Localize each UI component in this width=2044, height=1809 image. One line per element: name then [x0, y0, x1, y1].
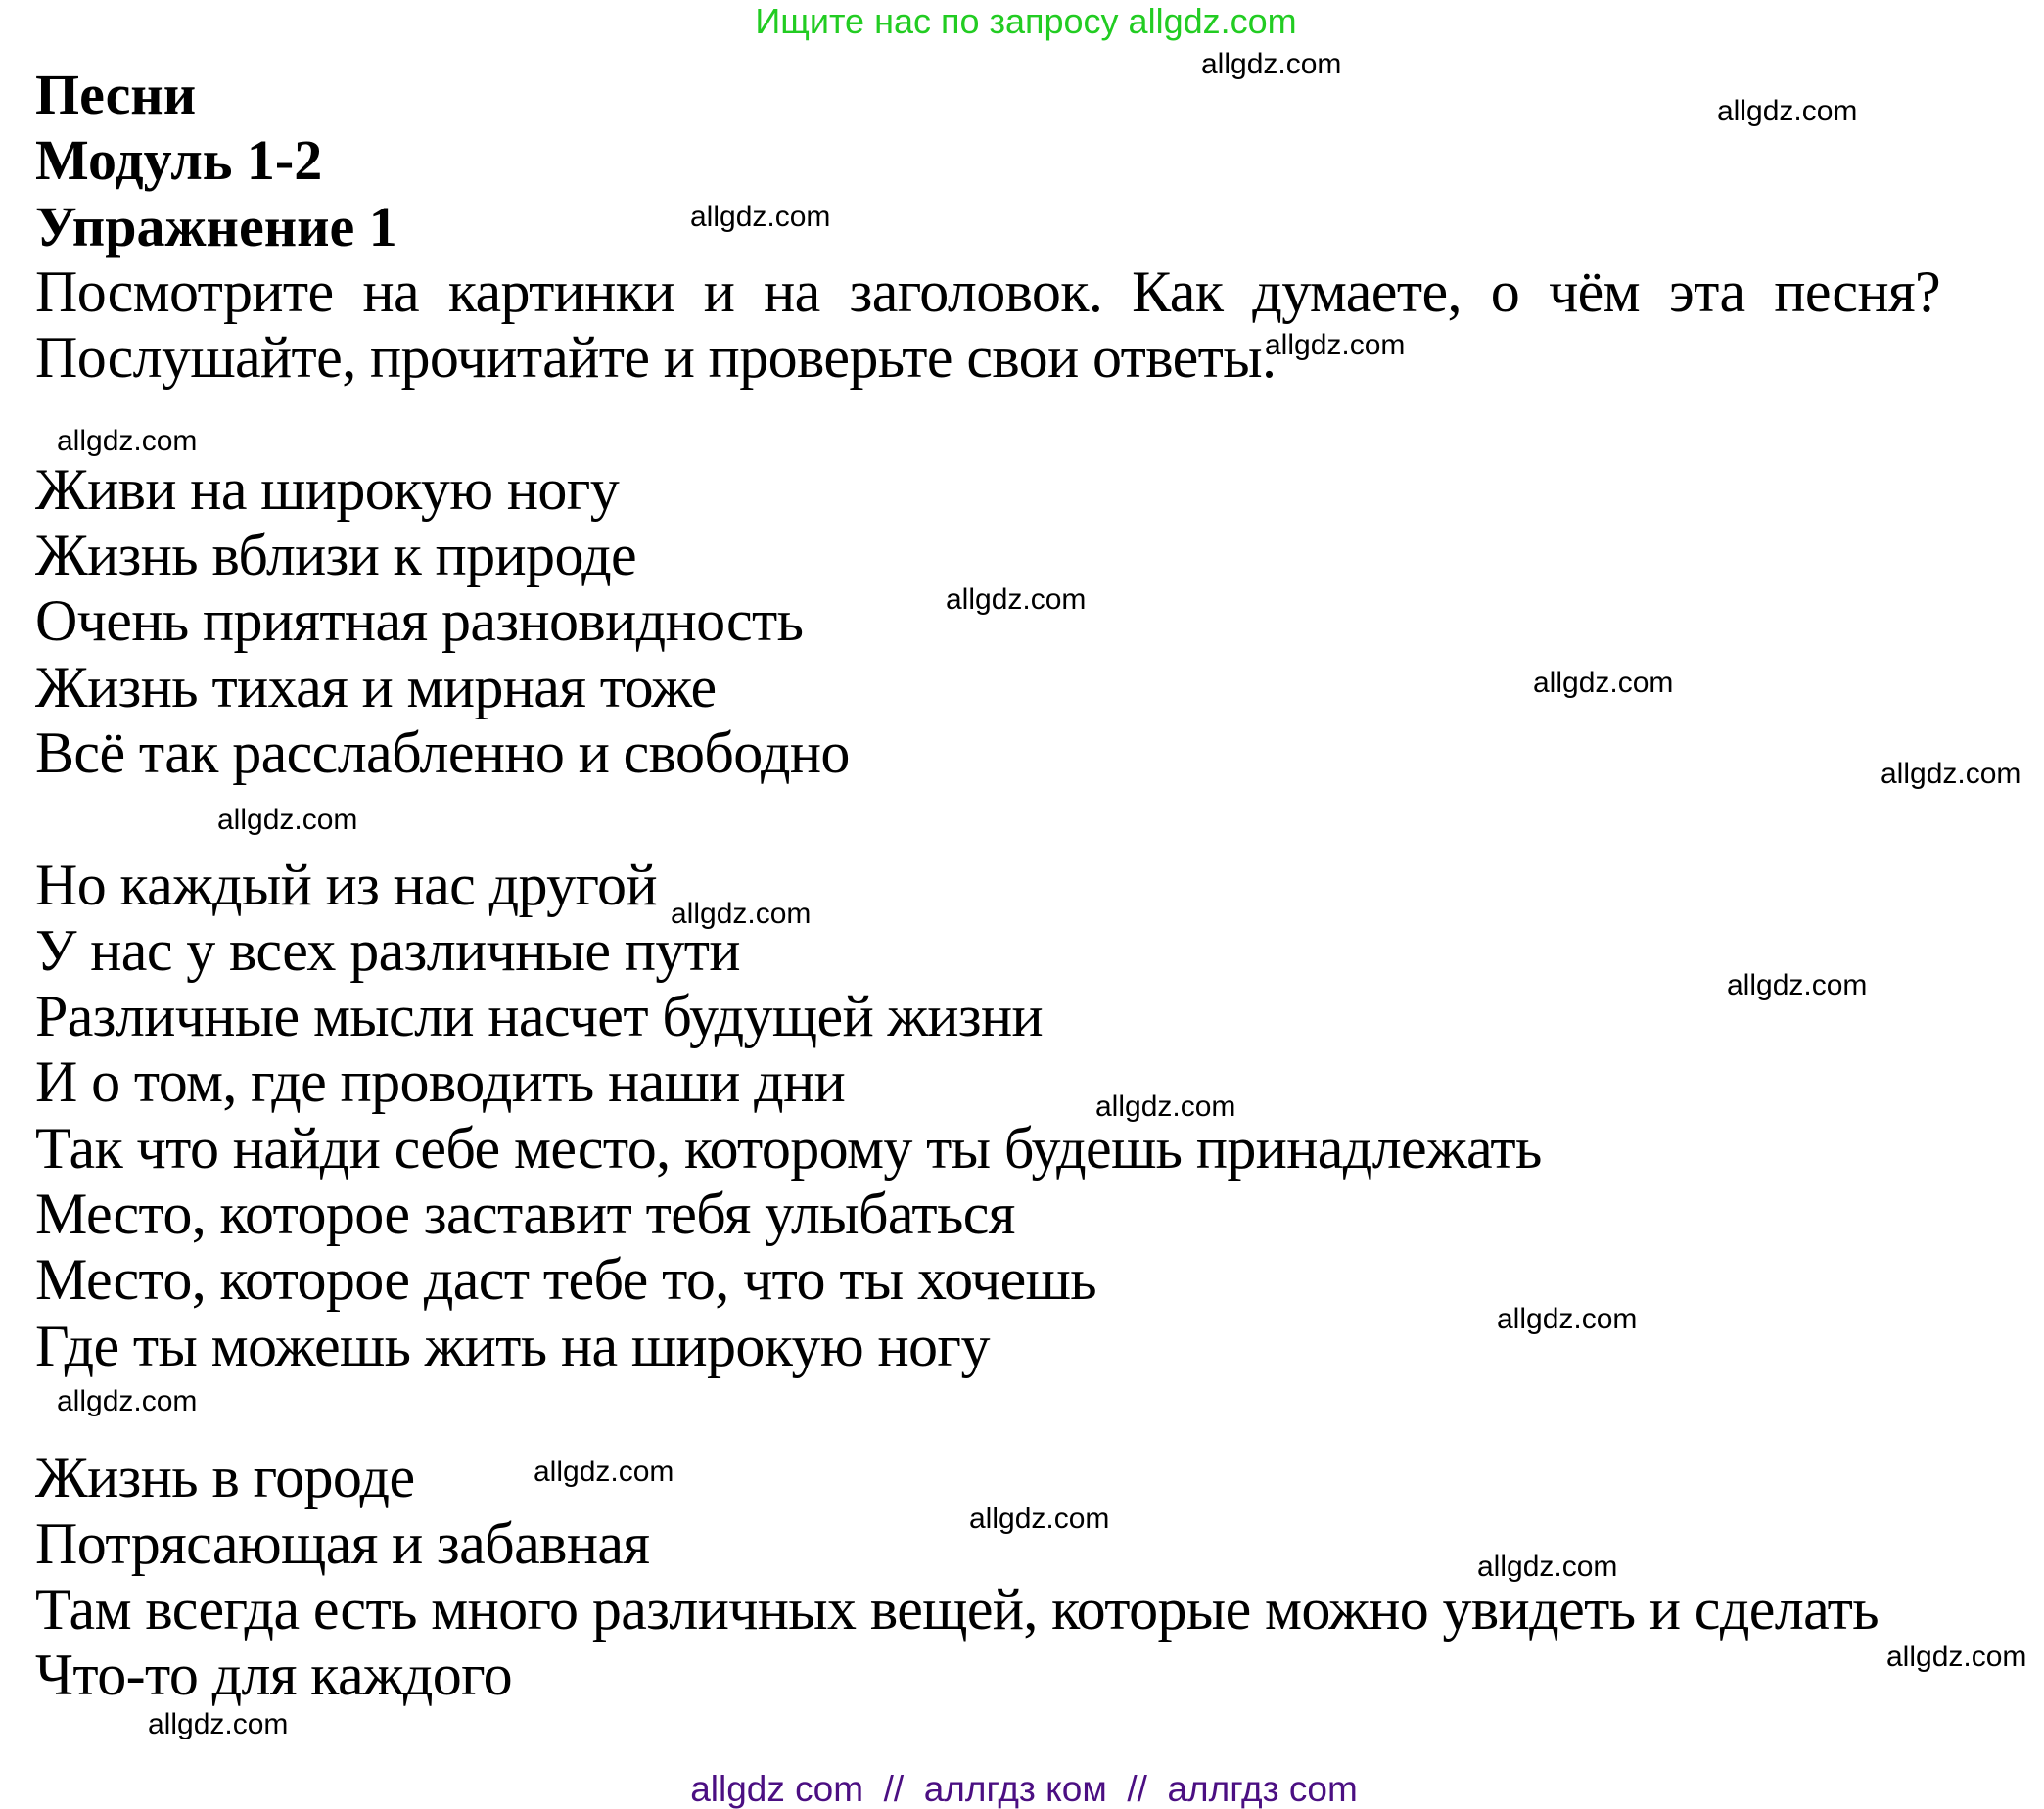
lyric-line: Живи на широкую ногу: [35, 456, 620, 522]
top-search-banner: Ищите нас по запросу allgdz.com: [755, 1, 1297, 41]
watermark-text: allgdz.com: [969, 1503, 1110, 1535]
section-title: Песни: [35, 63, 197, 126]
lyric-line: Но каждый из нас другой: [35, 852, 657, 917]
watermark-text: allgdz.com: [217, 804, 358, 836]
lyric-line: Место, которое заставит тебя улыбаться: [35, 1182, 1015, 1247]
watermark-text: allgdz.com: [534, 1456, 674, 1488]
stanza-3: [35, 1445, 1940, 1708]
watermark-text: allgdz.com: [1265, 329, 1406, 361]
watermark-text: allgdz.com: [690, 201, 831, 233]
spacer: [35, 391, 1940, 456]
watermark-text: allgdz.com: [57, 1385, 198, 1417]
lyric-line: Жизнь в городе: [35, 1445, 415, 1510]
watermark-text: allgdz.com: [1201, 48, 1342, 80]
watermark-text: allgdz.com: [1533, 667, 1674, 699]
lyric-line: Где ты можешь жить на широкую ногу: [35, 1313, 990, 1378]
module-title: Модуль 1-2: [35, 128, 323, 193]
lyric-line: Очень приятная разновидность: [35, 588, 804, 654]
stanza-2: [35, 853, 1940, 1379]
watermark-text: allgdz.com: [57, 425, 198, 457]
watermark-text: allgdz.com: [1497, 1303, 1638, 1335]
lyric-line: И о том, где проводить наши дни: [35, 1049, 846, 1115]
lyric-line: Жизнь тихая и мирная тоже: [35, 654, 717, 719]
watermark-text: allgdz.com: [1727, 969, 1868, 1001]
exercise-instruction: Посмотрите на картинки и на заголовок. Как думаете, о чём эта песня? Послушайте, прочитайте и проверьте свои ответы.: [35, 258, 1940, 391]
watermark-text: allgdz.com: [1095, 1090, 1236, 1123]
document-body: [35, 62, 1940, 1708]
watermark-text: allgdz.com: [1717, 95, 1858, 127]
lyric-line: Так что найди себе место, которому ты будешь принадлежать: [35, 1115, 1542, 1181]
lyric-line: Всё так расслабленно и свободно: [35, 719, 850, 785]
watermark-text: allgdz.com: [1477, 1551, 1618, 1583]
lyric-line: Потрясающая и забавная: [35, 1510, 650, 1576]
watermark-text: allgdz.com: [1886, 1641, 2027, 1673]
spacer: [35, 1379, 1940, 1445]
watermark-text: allgdz.com: [671, 898, 812, 930]
stanza-1: [35, 457, 1940, 786]
lyric-line: Что-то для каждого: [35, 1643, 513, 1708]
lyric-line: У нас у всех различные пути: [35, 917, 740, 983]
lyric-line: Там всегда есть много различных вещей, которые можно увидеть и сделать: [35, 1576, 1879, 1642]
exercise-title: Упражнение 1: [35, 194, 397, 258]
lyric-line: Место, которое даст тебе то, что ты хочешь: [35, 1247, 1096, 1313]
lyric-line: Жизнь вблизи к природе: [35, 523, 637, 588]
watermark-text: allgdz.com: [946, 583, 1087, 616]
watermark-text: allgdz.com: [1881, 758, 2021, 790]
watermark-text: allgdz.com: [148, 1708, 289, 1740]
footer-watermark: allgdz com // аллгдз ком // аллгдз com: [690, 1769, 1358, 1809]
lyric-line: Различные мысли насчет будущей жизни: [35, 984, 1043, 1049]
